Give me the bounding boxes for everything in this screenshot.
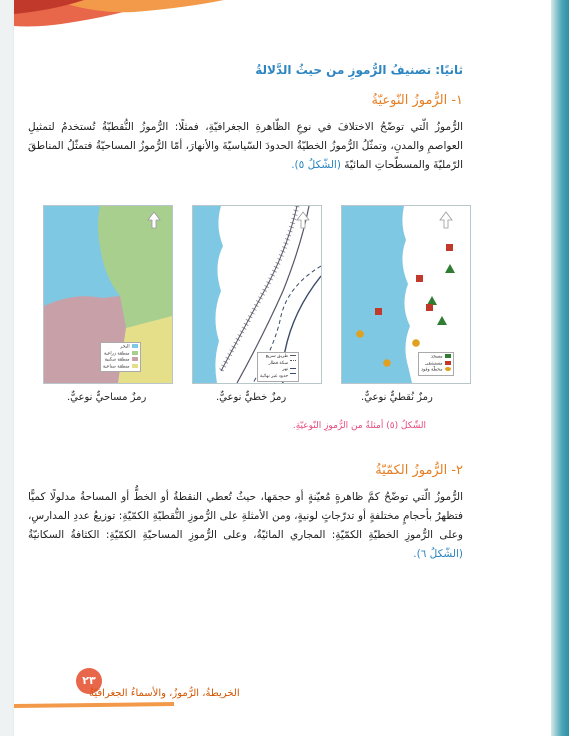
- section2-figure-ref: (الشّكلُ ٦).: [413, 548, 463, 560]
- figure-area-symbols: [43, 205, 173, 384]
- legend-item: سكة قطار: [260, 360, 296, 367]
- caption-line: رمزٌ خطيٌّ نوعيٌّ.: [216, 392, 287, 403]
- figure5-caption: الشّكلُ (٥) أمثلةٌ من الرُّموزِ النّوعيّةِ.: [292, 421, 426, 431]
- corner-decoration: [14, 0, 254, 30]
- section-heading-main: ثانيًا: تصنيفُ الرُّموزِ من حيثُ الدَّلالةُ: [255, 63, 463, 77]
- legend-item: منطقة زراعية: [103, 351, 138, 358]
- agri-swatch: [132, 351, 138, 355]
- section2-heading: ٢- الرُّموزُ الكمّيّةُ: [375, 463, 463, 478]
- legend-item: حدود غير نهائية: [260, 373, 296, 380]
- section1-text: الرُّموزُ الّتي توضّحُ الاختلافَ في نوعِ الظّاهرةِ الجغرافيّةِ، فمثلًا: الرُّموزُ النُّقطيّةُ تُستخدمُ لتمثيلِ العواصمِ والمدنِ، وتمثّلُ الرُّموزُ الخطيّةُ الحدودَ السّياسيّةَ والأنهارَ، أمّا الرُّموزُ المساحيّةُ فتمثّلُ المناطقَ الرّمليّةَ والمسطّحاتِ المائيّةَ: [28, 121, 463, 171]
- legend-item: مستشفى: [421, 361, 451, 368]
- section1-paragraph: [28, 118, 463, 175]
- caption-point: رمزٌ نُقطيٌّ نوعيٌّ.: [361, 392, 433, 403]
- legend-item: منطقة صناعية: [103, 364, 138, 371]
- area-legend: [100, 342, 141, 372]
- resid-swatch: [132, 357, 138, 361]
- figure-point-symbols: [341, 205, 471, 384]
- legend-item: البحر: [103, 344, 138, 351]
- border-swatch: [290, 373, 296, 378]
- page-number: ٢٣: [76, 668, 102, 694]
- railway-swatch: [290, 360, 296, 365]
- book-spine: [551, 0, 569, 736]
- gas-station-swatch: [445, 367, 451, 371]
- bottom-decoration: [14, 700, 174, 710]
- sea-swatch: [132, 344, 138, 348]
- indus-swatch: [132, 364, 138, 368]
- section1-heading: ١- الرُّموزُ النّوعيّةُ: [371, 93, 463, 108]
- caption-area: رمزٌ مساحيٌّ نوعيٌّ.: [67, 392, 147, 403]
- legend-item: محطّة وقود: [421, 367, 451, 374]
- textbook-page: [14, 0, 551, 736]
- footer-title: الخريطةُ، الرُّموزُ، والأسماءُ الجغرافيّةُ: [89, 688, 240, 699]
- river-swatch: [290, 368, 296, 369]
- highway-swatch: [290, 355, 296, 356]
- legend-item: طريق سريع: [260, 354, 296, 360]
- section1-figure-ref: (الشّكلُ ٥).: [291, 159, 341, 171]
- figure-line-symbols: [192, 205, 322, 384]
- hospital-swatch: [445, 361, 451, 365]
- legend-item: نهر: [260, 367, 296, 373]
- legend-item: مسجد: [421, 354, 451, 361]
- section2-text: الرُّموزُ الّتي توضّحُ كمَّ ظاهرةٍ مُعيّنةٍ أو حجمَها، حيثُ تُعطي النقطةُ أو الخطُّ أو المساحةُ مدلولًا كميًّا فتظهرُ بأحجامٍ مختلفةٍ أو تدرّجاتٍ لونيةٍ، ومن الأمثلةِ على الرُّموزِ النُّقطيّةِ الكمّيّةِ: توزيعُ عددِ المدارسِ، وعلى الرُّموزِ الخطيّةِ الكمّيّةِ: المجاري المائيّةُ، وعلى الرُّموزِ المساحيّةِ الكمّيّةِ: الكثافةُ السكانيّةُ: [28, 491, 463, 541]
- mosque-swatch: [445, 354, 451, 358]
- point-legend: [418, 352, 454, 376]
- legend-item: منطقة سكنية: [103, 357, 138, 364]
- line-legend: [257, 352, 299, 382]
- section2-paragraph: [28, 488, 463, 564]
